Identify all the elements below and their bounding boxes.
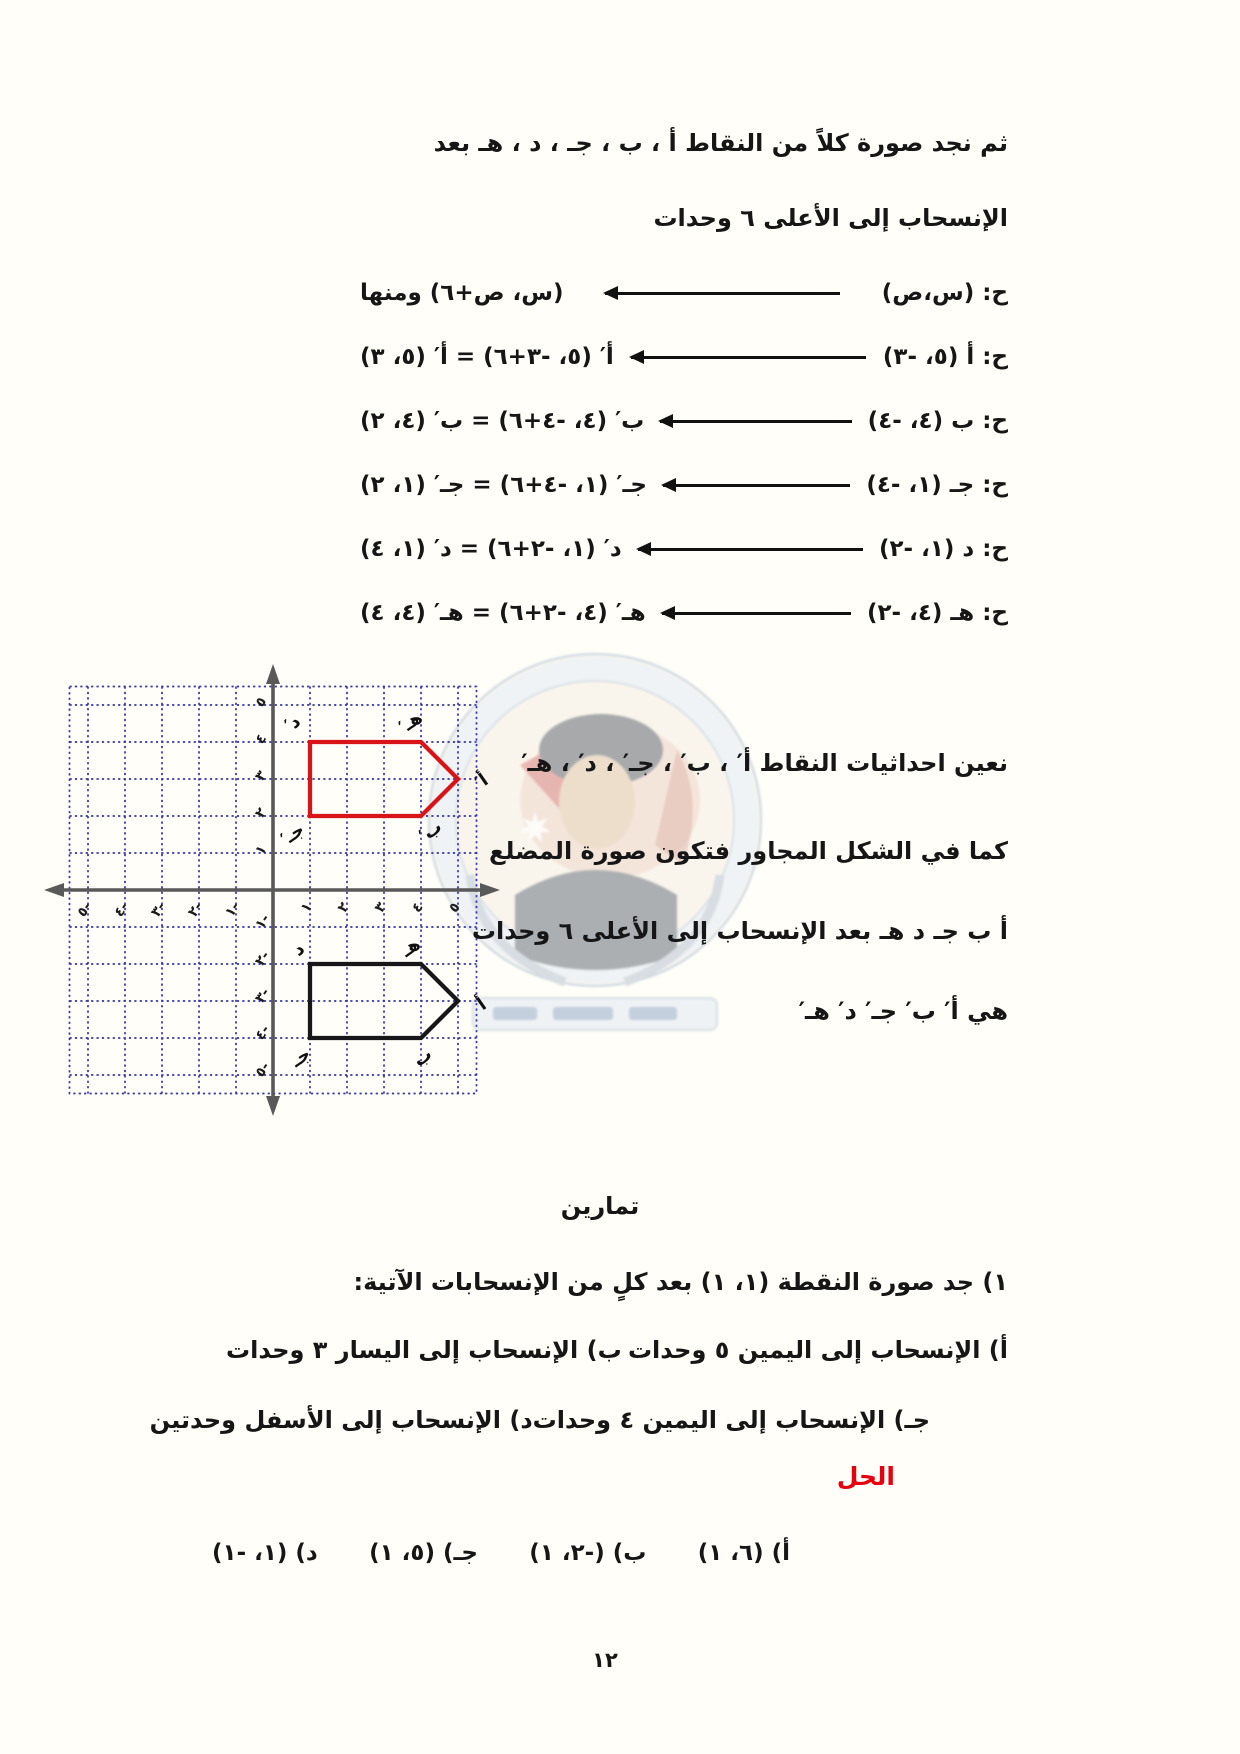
exercise-option: جـ) الإنسحاب إلى اليمين ٤ وحدات [532, 1406, 930, 1434]
y-axis-down-arrow-icon [266, 1096, 280, 1116]
y-tick-label: ٥ [252, 694, 271, 711]
intro-line-1: ثم نجد صورة كلاً من النقاط أ ، ب ، جـ ، د ، هـ بعد [433, 129, 1008, 157]
mapping-row [360, 536, 1008, 562]
x-tick-label: ١ [297, 899, 316, 916]
intro-block [434, 128, 1008, 233]
mapping-to: د′ (١، -٢+٦) = د′ (١، ٤) [360, 536, 622, 562]
y-tick-label: -٣ [252, 985, 274, 1007]
exercises-title: تمارين [560, 1192, 640, 1220]
exercise-options-row [226, 1336, 1008, 1364]
vertex-label: جـ′ [277, 819, 309, 850]
side-note-line: هي أ′ ب′ جـ′ د′ هـ′ [798, 997, 1008, 1025]
side-note-line: أ ب جـ د هـ بعد الإنسحاب إلى الأعلى ٦ وحدات [471, 917, 1008, 945]
side-note-block [472, 748, 1008, 1026]
mapping-from: ح: جـ (١، -٤) [866, 472, 1008, 498]
x-axis-left-arrow-icon [44, 883, 64, 897]
y-tick-label: -٤ [252, 1022, 274, 1044]
intro-line-2: الإنسحاب إلى الأعلى ٦ وحدات [653, 204, 1008, 232]
exercise-question: ١) جد صورة النقطة (١، ١) بعد كلٍ من الإنسحابات الآتية: [353, 1268, 1008, 1296]
left-arrow-icon [662, 612, 851, 615]
y-tick-label: ٤ [252, 731, 271, 748]
exercise-option: أ) الإنسحاب إلى اليمين ٥ وحدات [627, 1336, 1008, 1364]
vertex-label: جـ [286, 1043, 315, 1072]
side-note-line: نعين احداثيات النقاط أ′ ، ب′ ، جـ′ ، د′ ، هـ′ [521, 749, 1008, 777]
answer-item: ب) (-٢، ١) [529, 1540, 647, 1566]
left-arrow-icon [638, 548, 863, 551]
mapping-from: ح: ب (٤، -٤) [867, 408, 1008, 434]
exercise-option: د) الإنسحاب إلى الأسفل وحدتين [149, 1406, 533, 1434]
vertex-label: د′ [281, 710, 305, 737]
coordinate-grid [38, 600, 508, 1120]
side-note-line: كما في الشكل المجاور فتكون صورة المضلع [489, 837, 1008, 865]
vertex-label: أ′ [471, 769, 493, 794]
left-arrow-icon [660, 420, 851, 423]
mapping-from: ح: أ (٥، -٣) [882, 344, 1008, 370]
mapping-from: ح: د (١، -٢) [878, 536, 1008, 562]
y-axis-up-arrow-icon [266, 664, 280, 684]
vertex-label: أ [473, 994, 491, 1015]
mapping-row [360, 344, 1008, 370]
left-arrow-icon [631, 356, 866, 359]
mapping-row [360, 408, 1008, 434]
mapping-from: ح: (س،ص) [881, 280, 1008, 306]
exercise-options-row [149, 1406, 930, 1434]
left-arrow-icon [605, 292, 840, 295]
left-arrow-icon [663, 484, 850, 487]
mapping-to: جـ′ (١، -٤+٦) = جـ′ (١، ٢) [360, 472, 647, 498]
vertex-label: هـ′ [395, 707, 427, 738]
page-number: ١٢ [592, 1648, 618, 1672]
y-tick-label: ١ [252, 842, 271, 859]
answers-row [212, 1540, 790, 1566]
y-tick-label: ٣ [252, 768, 271, 785]
solution-heading: الحل [836, 1462, 895, 1491]
x-tick-label: -٢ [185, 899, 207, 921]
mapping-row [360, 472, 1008, 498]
mapping-row [360, 280, 1008, 306]
answer-item: أ) (٦، ١) [697, 1540, 790, 1566]
vertex-label: هـ [397, 933, 425, 962]
mapping-from: ح: هـ (٤، -٢) [866, 600, 1008, 626]
mapping-list [360, 280, 1008, 664]
y-tick-label: -١ [252, 911, 274, 933]
vertex-label: ب′ [415, 816, 447, 847]
mapping-to: ب′ (٤، -٤+٦) = ب′ (٤، ٢) [360, 408, 645, 434]
x-tick-label: ٢ [334, 899, 353, 916]
mapping-to: (س، ص+٦) ومنها [360, 280, 564, 306]
x-tick-label: -٣ [148, 899, 170, 921]
x-tick-label: ٣ [371, 899, 390, 916]
mapping-to: هـ′ (٤، -٢+٦) = هـ′ (٤، ٤) [360, 600, 646, 626]
y-tick-label: ٢ [252, 805, 271, 822]
x-tick-label: -٥ [74, 899, 96, 921]
mapping-to: أ′ (٥، -٣+٦) = أ′ (٥، ٣) [360, 344, 614, 370]
vertex-label: د [289, 938, 309, 961]
x-tick-label: ٥ [445, 899, 464, 916]
exercise-option: ب) الإنسحاب إلى اليسار ٣ وحدات [226, 1336, 622, 1364]
vertex-label: ب [409, 1043, 437, 1072]
answer-item: د) (١، -١) [212, 1540, 318, 1566]
x-tick-label: -١ [222, 899, 244, 921]
y-tick-label: -٥ [252, 1059, 274, 1081]
answer-item: جـ) (٥، ١) [369, 1540, 478, 1566]
mapping-row [360, 600, 1008, 626]
y-tick-label: -٢ [252, 948, 274, 970]
x-tick-label: ٤ [408, 899, 427, 916]
x-tick-label: -٤ [111, 899, 133, 921]
